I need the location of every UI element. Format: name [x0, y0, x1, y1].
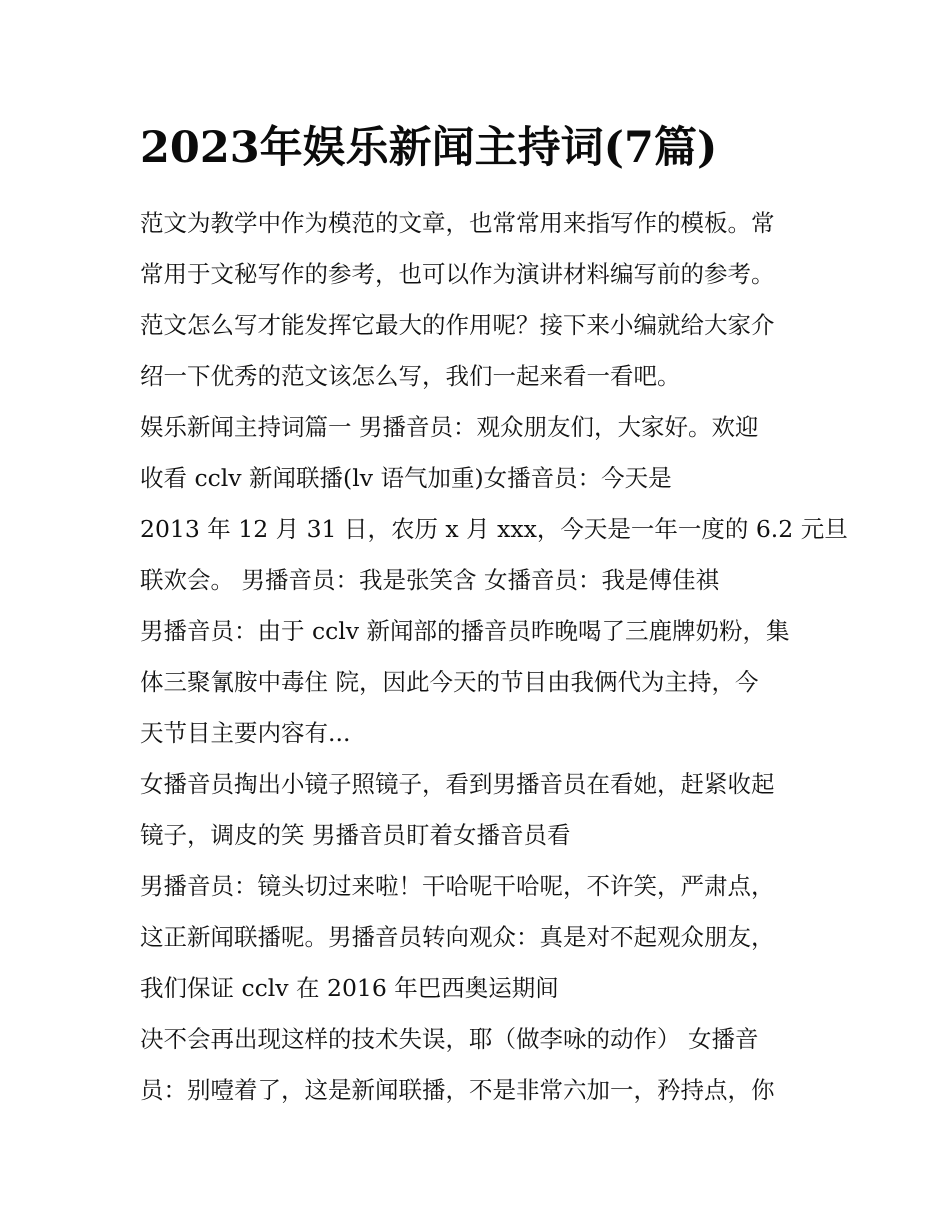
body-line: 范文怎么写才能发挥它最大的作用呢？接下来小编就给大家介	[140, 311, 775, 339]
body-line: 常用于文秘写作的参考，也可以作为演讲材料编写前的参考。	[140, 260, 775, 288]
body-line: 收看 cclv 新闻联播(lv 语气加重)女播音员：今天是	[140, 464, 672, 492]
body-line: 体三聚氰胺中毒住 院，因此今天的节目由我俩代为主持，今	[140, 668, 759, 696]
document-body	[140, 198, 848, 1116]
body-line: 联欢会。 男播音员：我是张笑含 女播音员：我是傅佳祺	[140, 566, 719, 594]
body-line: 绍一下优秀的范文该怎么写，我们一起来看一看吧。	[140, 362, 681, 390]
body-line: 我们保证 cclv 在 2016 年巴西奥运期间	[140, 974, 559, 1002]
body-line: 天节目主要内容有...	[140, 719, 351, 747]
body-line: 镜子，调皮的笑 男播音员盯着女播音员看	[140, 821, 571, 849]
body-line: 男播音员：镜头切过来啦！干哈呢干哈呢，不许笑，严肃点，	[140, 872, 775, 900]
body-line: 男播音员：由于 cclv 新闻部的播音员昨晚喝了三鹿牌奶粉，集	[140, 617, 790, 645]
body-line: 范文为教学中作为模范的文章，也常常用来指写作的模板。常	[140, 209, 775, 237]
body-line: 这正新闻联播呢。男播音员转向观众：真是对不起观众朋友，	[140, 923, 775, 951]
document-title: 2023年娱乐新闻主持词(7篇)	[140, 123, 718, 173]
body-line: 2013 年 12 月 31 日，农历 x 月 xxx，今天是一年一度的 6.2 元旦	[140, 515, 848, 543]
body-line: 决不会再出现这样的技术失误，耶（做李咏的动作） 女播音	[140, 1025, 759, 1053]
body-line: 娱乐新闻主持词篇一 男播音员：观众朋友们，大家好。欢迎	[140, 413, 759, 441]
body-line: 女播音员掏出小镜子照镜子，看到男播音员在看她，赶紧收起	[140, 770, 775, 798]
body-line: 员：别噎着了，这是新闻联播，不是非常六加一，矜持点，你	[140, 1076, 775, 1104]
